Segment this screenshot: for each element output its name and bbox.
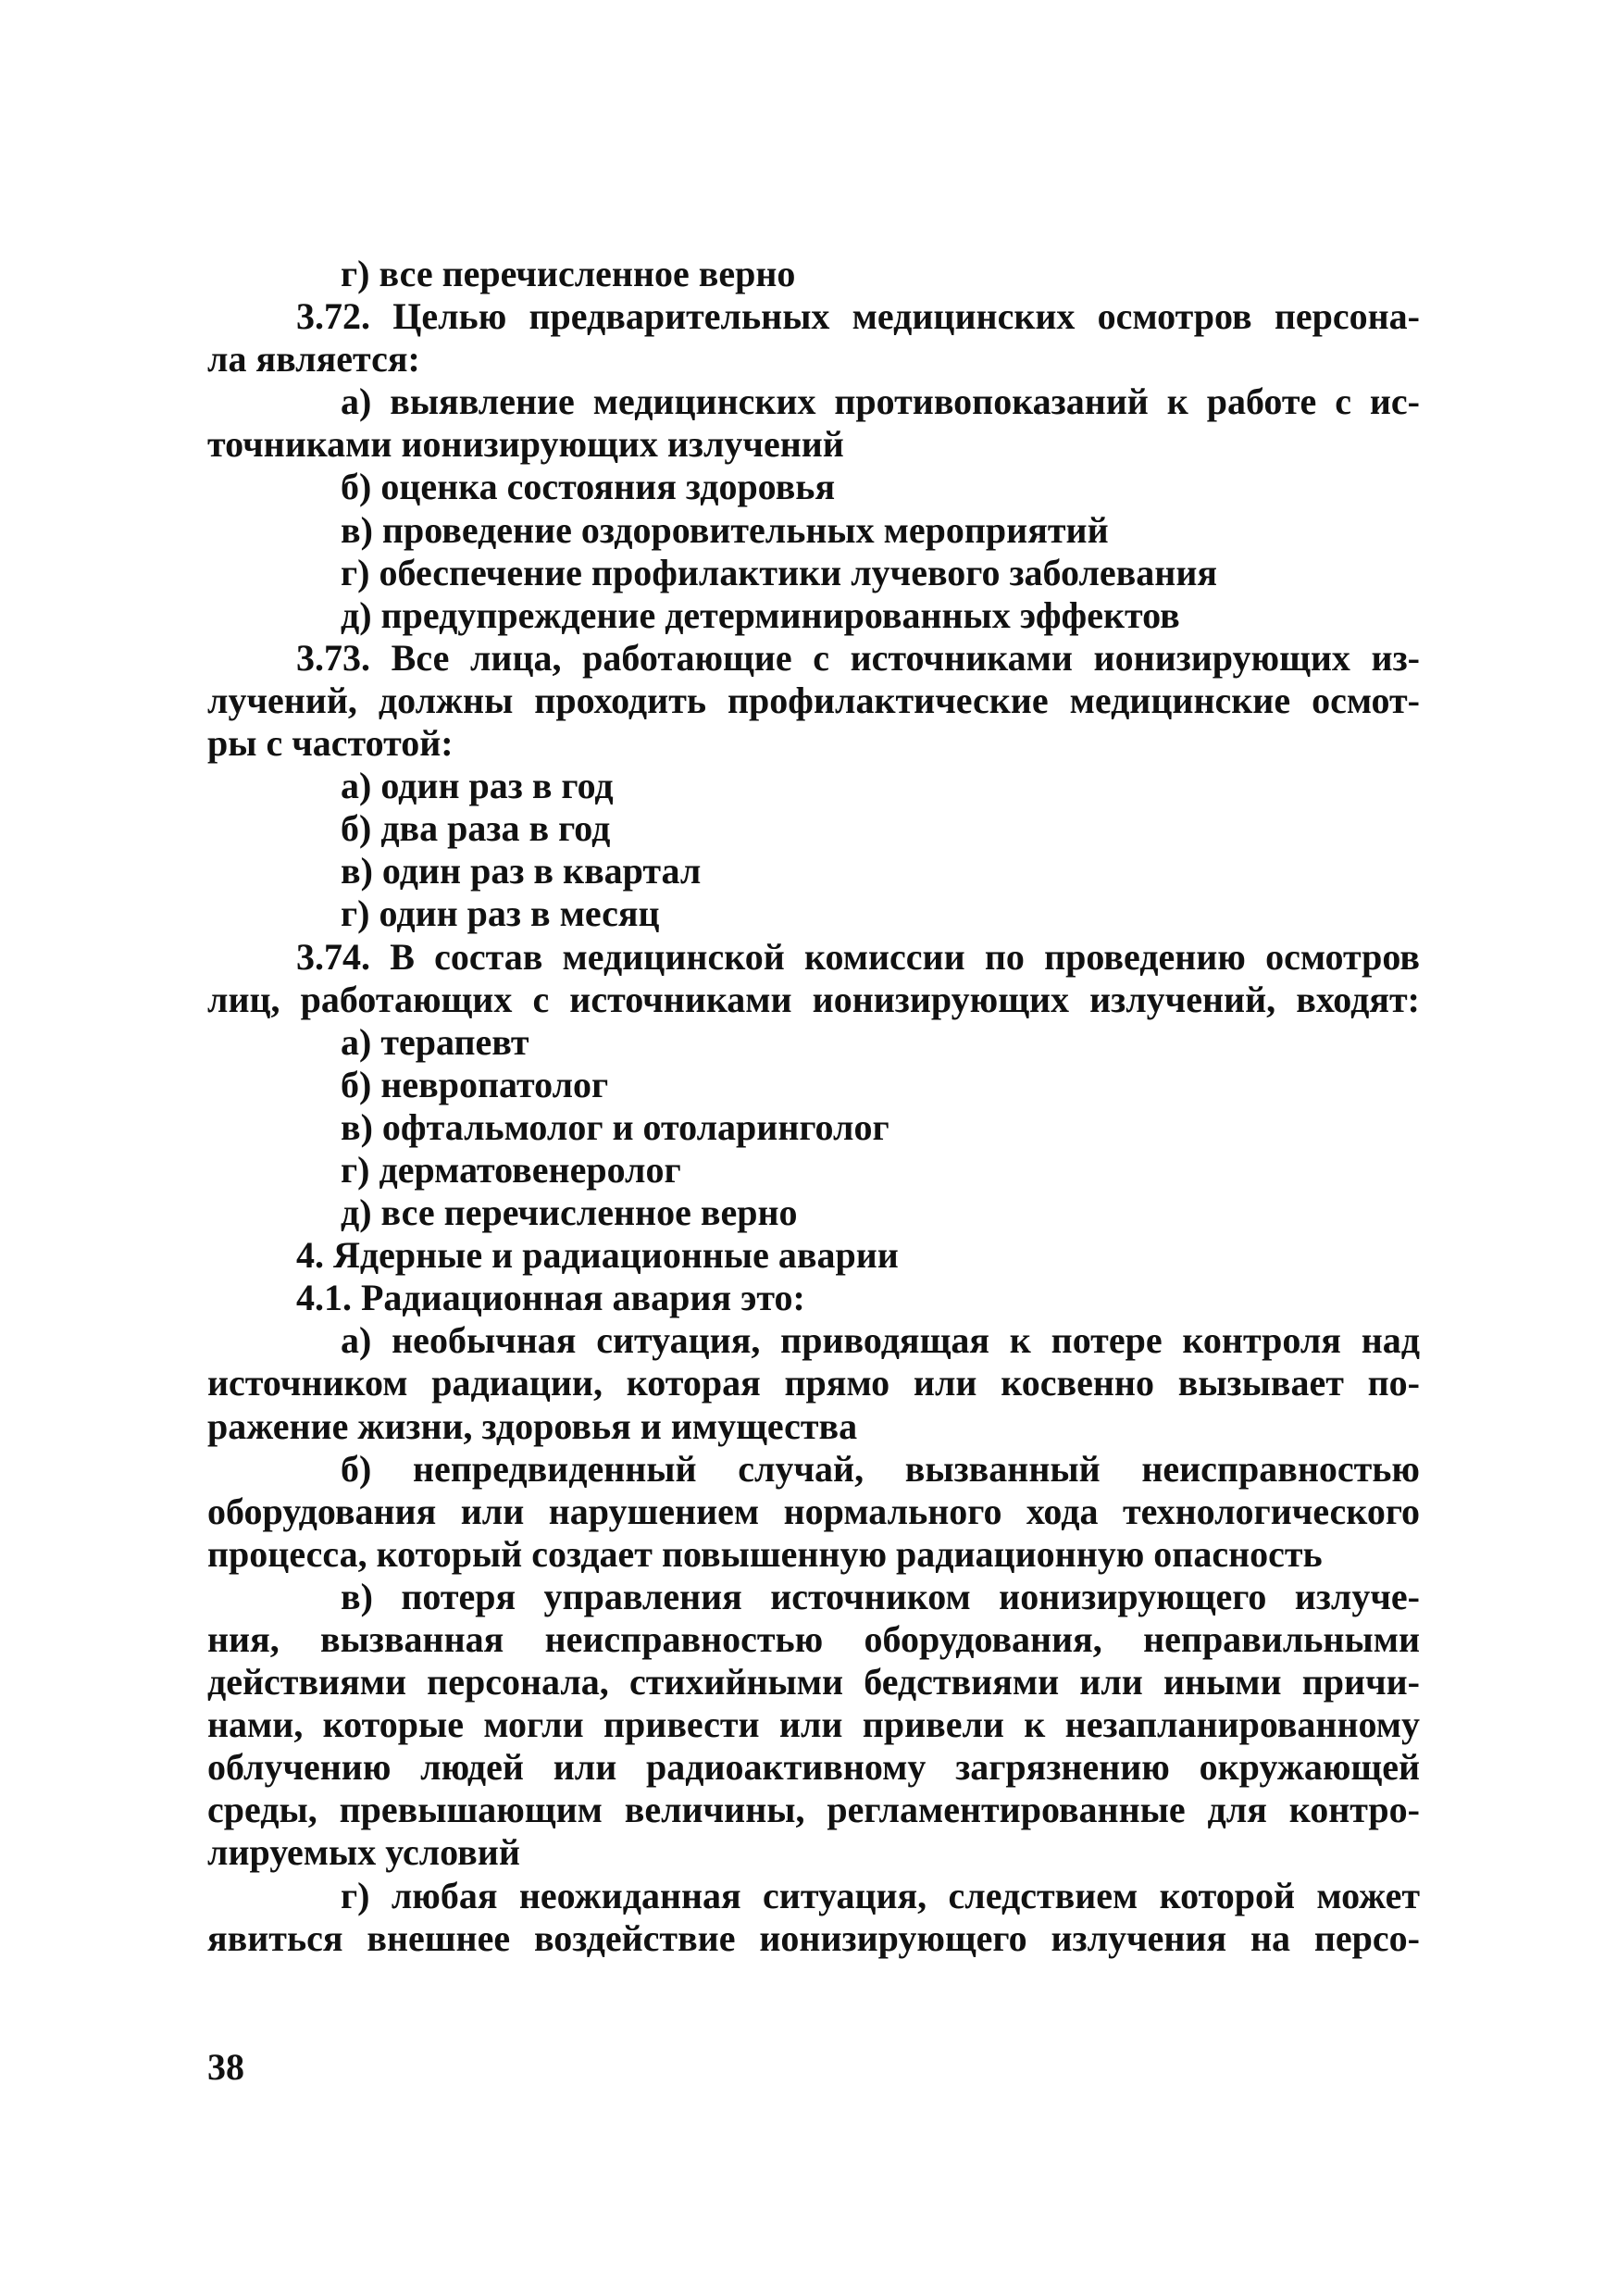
- text-line: б) непредвиденный случай, вызванный неисправностью: [341, 1447, 1420, 1490]
- text-line: в) один раз в квартал: [341, 850, 702, 892]
- text-line: 4. Ядерные и радиационные аварии: [296, 1234, 899, 1277]
- text-line: ры с частотой:: [207, 722, 454, 765]
- text-line: действиями персонала, стихийными бедствиями или иными причи-: [207, 1661, 1420, 1703]
- text-line: 3.73. Все лица, работающие с источниками ионизирующих из-: [296, 636, 1420, 679]
- text-line: в) офтальмолог и отоларинголог: [341, 1105, 889, 1148]
- text-line: ражение жизни, здоровья и имущества: [207, 1404, 858, 1447]
- text-line: облучению людей или радиоактивному загрязнению окружающей: [207, 1746, 1420, 1789]
- text-line: а) выявление медицинских противопоказаний к работе с ис-: [341, 381, 1420, 423]
- text-line: б) оценка состояния здоровья: [341, 466, 836, 508]
- text-line: процесса, который создает повышенную радиационную опасность: [207, 1532, 1323, 1575]
- text-line: д) все перечисленное верно: [341, 1192, 798, 1234]
- text-line: оборудования или нарушением нормального хода технологического: [207, 1490, 1420, 1532]
- text-line: точниками ионизирующих излучений: [207, 423, 844, 466]
- text-line: д) предупреждение детерминированных эффектов: [341, 593, 1180, 636]
- text-line: ла является:: [207, 338, 420, 381]
- text-line: лучений, должны проходить профилактические медицинские осмот-: [207, 679, 1420, 721]
- text-line: б) два раза в год: [341, 807, 611, 850]
- text-line: источником радиации, которая прямо или косвенно вызывает по-: [207, 1362, 1420, 1404]
- text-line: 3.74. В состав медицинской комиссии по проведению осмотров: [296, 935, 1420, 978]
- text-line: г) один раз в месяц: [341, 892, 660, 935]
- text-line: 4.1. Радиационная авария это:: [296, 1277, 805, 1319]
- page-number: 38: [207, 2046, 244, 2088]
- text-line: б) невропатолог: [341, 1063, 609, 1105]
- text-line: ния, вызванная неисправностью оборудования, неправильными: [207, 1618, 1420, 1660]
- text-line: г) обеспечение профилактики лучевого заболевания: [341, 551, 1218, 593]
- text-line: нами, которые могли привести или привели к незапланированному: [207, 1703, 1420, 1746]
- text-line: а) необычная ситуация, приводящая к потере контроля над: [341, 1319, 1420, 1362]
- text-line: г) любая неожиданная ситуация, следствием которой может: [341, 1874, 1420, 1916]
- text-line: лиц, работающих с источниками ионизирующих излучений, входят:: [207, 978, 1420, 1020]
- text-line: а) терапевт: [341, 1020, 529, 1063]
- text-line: лируемых условий: [207, 1831, 520, 1874]
- text-line: в) проведение оздоровительных мероприятий: [341, 508, 1109, 551]
- text-line: 3.72. Целью предварительных медицинских осмотров персона-: [296, 295, 1420, 338]
- text-line: г) дерматовенеролог: [341, 1148, 681, 1191]
- body-text: [207, 253, 1420, 1960]
- text-line: среды, превышающим величины, регламентированные для контро-: [207, 1789, 1420, 1831]
- text-line: а) один раз в год: [341, 765, 614, 807]
- text-line: в) потеря управления источником ионизирующего излуче-: [341, 1575, 1420, 1617]
- text-line: явиться внешнее воздействие ионизирующего излучения на персо-: [207, 1916, 1420, 1959]
- text-line: г) все перечисленное верно: [341, 253, 796, 294]
